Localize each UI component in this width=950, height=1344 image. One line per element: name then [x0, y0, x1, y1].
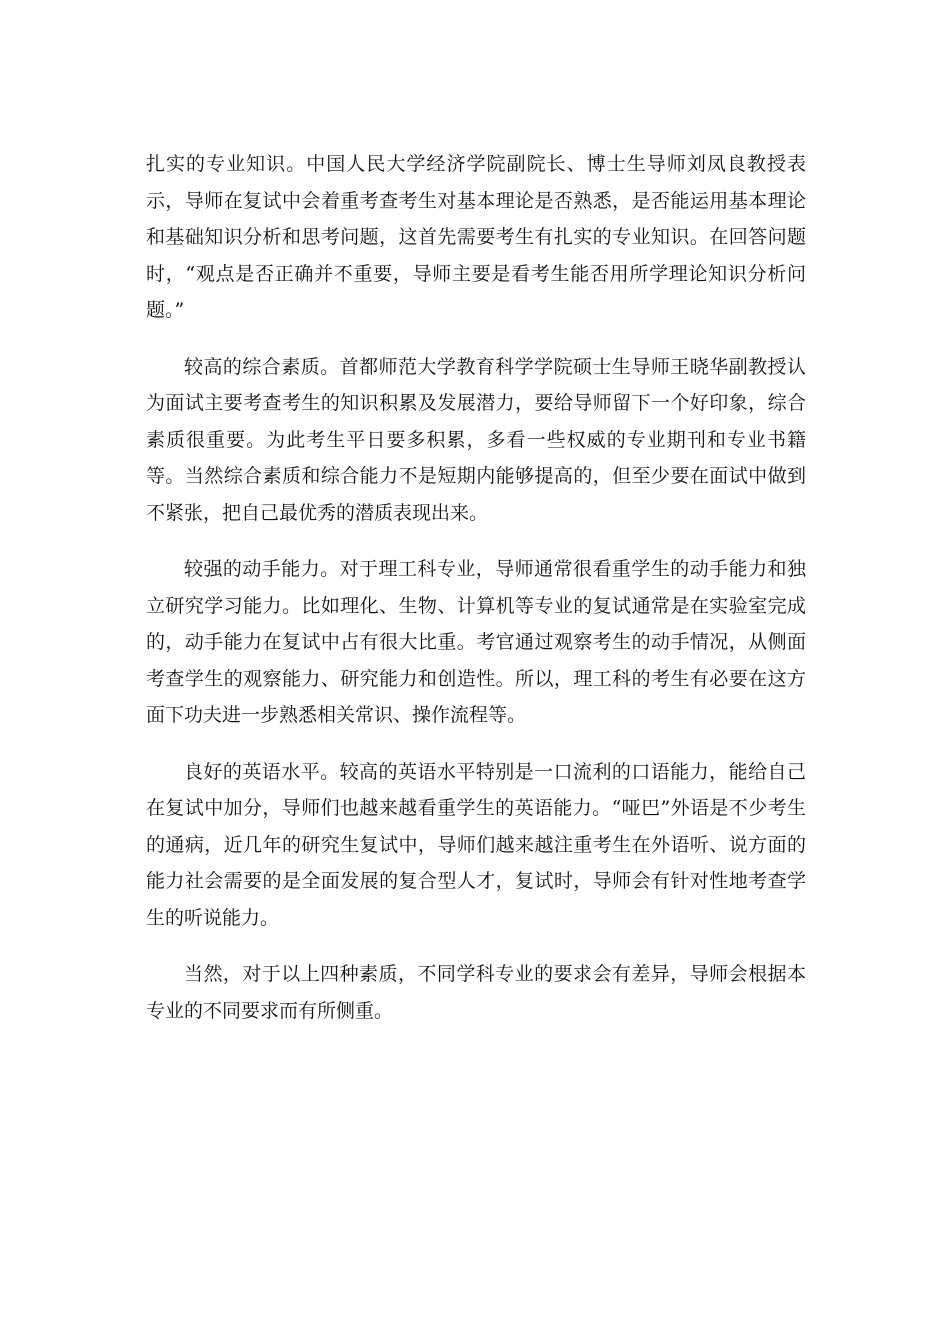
- paragraph-english-level: 良好的英语水平。较高的英语水平特别是一口流利的口语能力，能给自己在复试中加分，导师们也越来越看重学生的英语能力。“哑巴”外语是不少考生的通病，近几年的研究生复试中，导师们越来越注重考生在外语听、说方面的能力社会需要的是全面发展的复合型人才，复试时，导师会有针对性地考查学生的听说能力。: [146, 760, 806, 929]
- paragraph-comprehensive-quality: 较高的综合素质。首都师范大学教育科学学院硕士生导师王晓华副教授认为面试主要考查考生的知识积累及发展潜力，要给导师留下一个好印象，综合素质很重要。为此考生平日要多积累，多看一些权威的专业期刊和专业书籍等。当然综合素质和综合能力不是短期内能够提高的，但至少要在面试中做到不紧张，把自己最优秀的潜质表现出来。: [146, 355, 806, 524]
- paragraph-hands-on-ability: 较强的动手能力。对于理工科专业，导师通常很看重学生的动手能力和独立研究学习能力。比如理化、生物、计算机等专业的复试通常是在实验室完成的，动手能力在复试中占有很大比重。考官通过观察考生的动手情况，从侧面考查学生的观察能力、研究能力和创造性。所以，理工科的考生有必要在这方面下功夫进一步熟悉相关常识、操作流程等。: [146, 558, 806, 726]
- paragraph-professional-knowledge: 扎实的专业知识。中国人民大学经济学院副院长、博士生导师刘凤良教授表示，导师在复试中会着重考查考生对基本理论是否熟悉，是否能运用基本理论和基础知识分析和思考问题，这首先需要考生有扎实的专业知识。在回答问题时，“观点是否正确并不重要，导师主要是看考生能否用所学理论知识分析问题。”: [146, 153, 806, 321]
- document-body: [146, 146, 806, 1049]
- paragraph-conclusion: 当然，对于以上四种素质，不同学科专业的要求会有差异，导师会根据本专业的不同要求而有所侧重。: [146, 963, 806, 1022]
